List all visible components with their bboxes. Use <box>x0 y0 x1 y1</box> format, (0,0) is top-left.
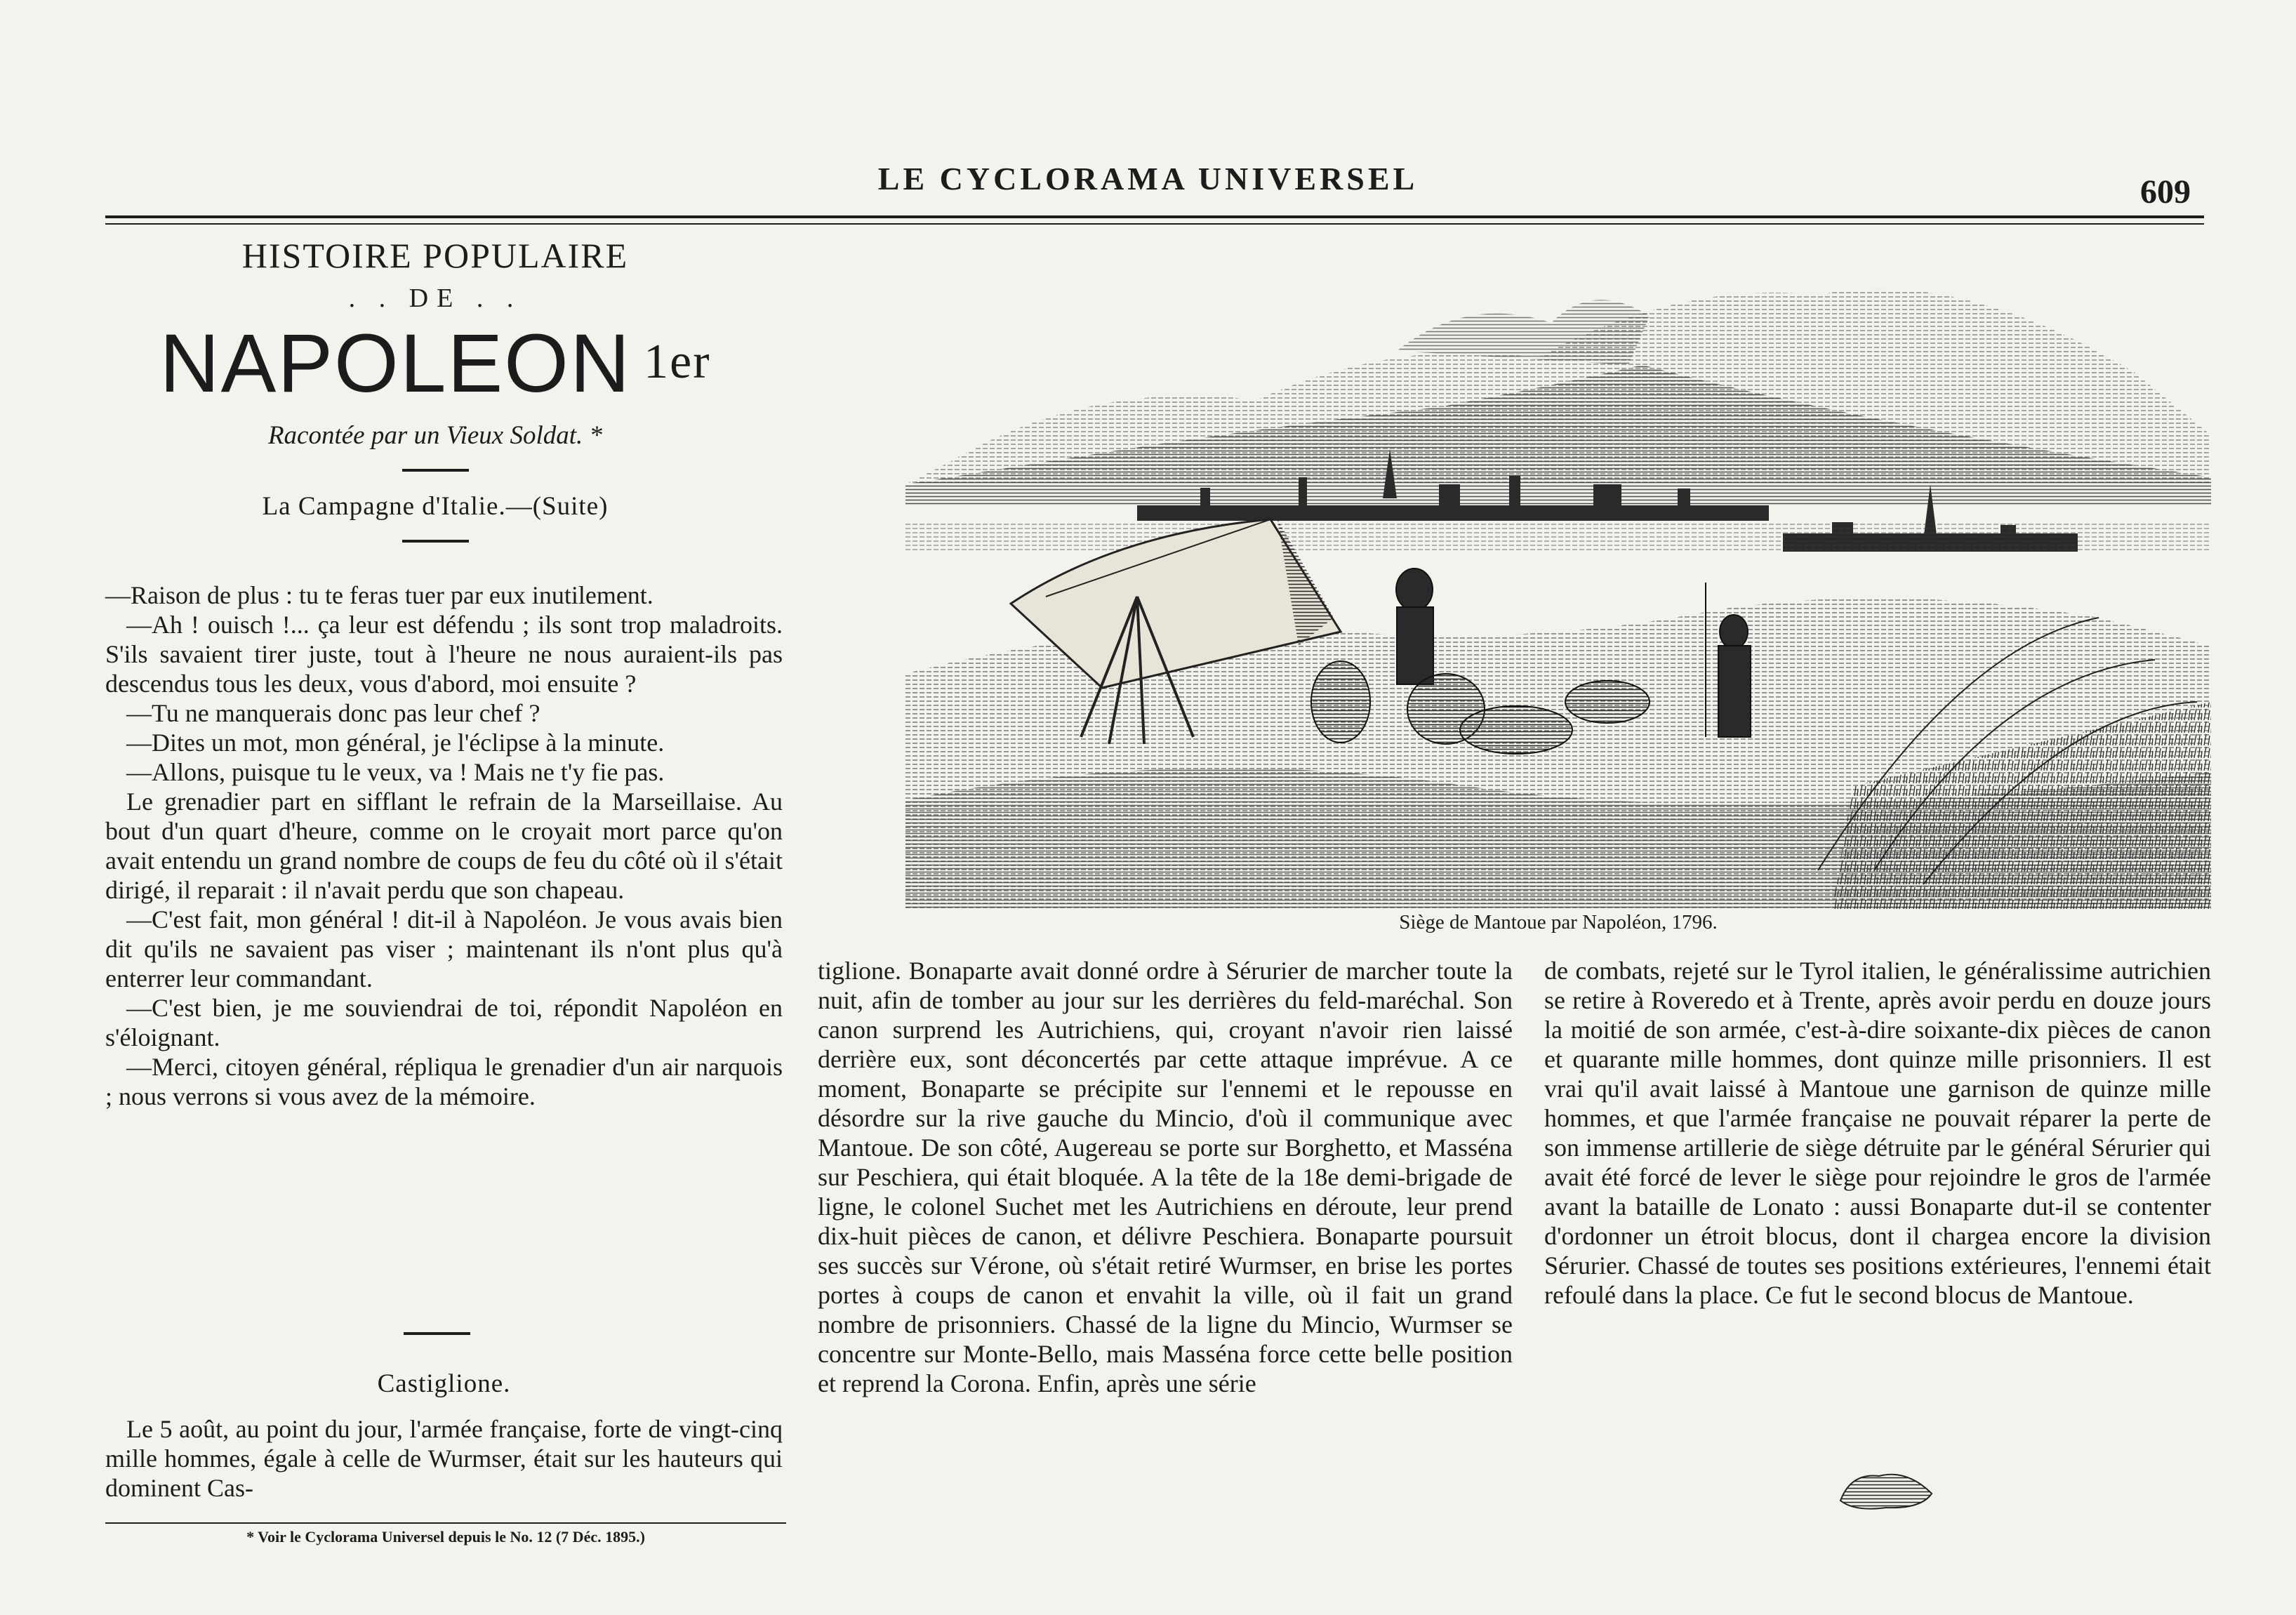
paragraph: —C'est fait, mon général ! dit-il à Napoléon. Je vous avais bien dit qu'ils ne savaient pas viser ; maintenant ils n'ont plus qu'à enterrer leur commandant. <box>105 905 783 992</box>
paragraph: —Raison de plus : tu te feras tuer par eux inutilement. <box>105 581 653 609</box>
castiglione-heading: Castiglione. <box>377 1369 511 1398</box>
paragraph: Le 5 août, au point du jour, l'armée française, forte de vingt-cinq mille hommes, égale à celle de Wurmser, était sur les hauteurs qui dominent Cas- <box>105 1415 783 1502</box>
paragraph: —Allons, puisque tu le veux, va ! Mais ne t'y fie pas. <box>126 758 665 786</box>
siege-illustration <box>905 253 2211 909</box>
page-number: 609 <box>2140 173 2191 211</box>
de-line: . . DE . . <box>348 284 522 313</box>
column-1-dialogue <box>105 580 783 1111</box>
paragraph: —Ah ! ouisch !... ça leur est défendu ; ils sont trop maladroits. S'ils savaient tirer juste, tout à l'heure ne nous auraient-ils pas descendus tous les deux, vous d'abord, moi ensuite ? <box>105 611 783 698</box>
column-3-text <box>1544 956 2211 1310</box>
title-rule <box>402 469 469 472</box>
paragraph: de combats, rejeté sur le Tyrol italien, le généralissime autrichien se retire à Roveredo et à Trente, après avoir perdu en douze jours la moitié de son armée, c'est-à-dire soixante-dix pièces de canon et quarante mille hommes, dont quinze mille prisonniers. Il est vrai qu'il avait laissé à Mantoue une garnison de quinze mille hommes, et que l'armée française ne pouvait réparer la perte de son immense artillerie de siège détruite par le général Sérurier qui avait été forcé de lever le siège pour rejoindre le gros de l'armée avant la bataille de Lonato : aussi Bonaparte dut-il se contenter d'ordonner un étroit blocus, dont il chargea encore la division Sérurier. Chassé de toutes ses positions extérieures, l'ennemi était refoulé dans la place. Ce fut le second blocus de Mantoue. <box>1544 957 2211 1309</box>
title-block <box>105 235 765 543</box>
illustration-caption: Siège de Mantoue par Napoléon, 1796. <box>1399 911 1718 933</box>
section-heading: La Campagne d'Italie.—(Suite) <box>262 491 609 521</box>
footnote-rule <box>105 1522 786 1524</box>
title-text: NAPOLEON <box>159 317 632 410</box>
paragraph: —Tu ne manquerais donc pas leur chef ? <box>126 699 540 727</box>
castiglione-rule <box>404 1332 470 1335</box>
header-rule <box>105 215 2204 218</box>
paragraph: —Merci, citoyen général, répliqua le grenadier d'un air narquois ; nous verrons si vous avez de la mémoire. <box>105 1053 783 1110</box>
column-1-castiglione <box>105 1414 783 1503</box>
header-rule-thin <box>105 223 2204 225</box>
paragraph: —C'est bien, je me souviendrai de toi, répondit Napoléon en s'éloignant. <box>105 994 783 1051</box>
running-head: LE CYCLORAMA UNIVERSEL <box>877 161 1419 197</box>
paragraph: —Dites un mot, mon général, je l'éclipse à la minute. <box>126 729 665 757</box>
title-ordinal: 1er <box>644 335 711 389</box>
paragraph: Le grenadier part en sifflant le refrain de la Marseillaise. Au bout d'un quart d'heure, comme on le croyait mort parce qu'on avait entendu un grand nombre de coups de feu du côté où il s'était dirigé, il reparait : il n'avait perdu que son chapeau. <box>105 787 783 904</box>
ornament-icon <box>1837 1466 1935 1515</box>
paragraph: tiglione. Bonaparte avait donné ordre à Sérurier de marcher toute la nuit, afin de tomber au jour sur les derrières du feld-maréchal. Son canon surprend les Autrichiens, qui, croyant n'avoir rien laissé derrière eux, sont déconcertés par cette attaque imprévue. A ce moment, Bonaparte se précipite sur l'ennemi et le repousse en désordre sur la rive gauche du Mincio, d'où il communique avec Mantoue. De son côté, Augereau se porte sur Borghetto, et Masséna sur Peschiera, qui était bloquée. A la tête de la 18e demi-brigade de ligne, le colonel Suchet met les Autrichiens en déroute, leur prend dix-huit pièces de canon, et délivre Peschiera. Bonaparte poursuit ses succès sur Vérone, où s'était retiré Wurmser, en brise les portes portes à coups de canon et envahit la ville, où il fait un grand nombre de prisonniers. Chassé de la ligne du Mincio, Wurmser se concentre sur Monte-Bello, mais Masséna force cette belle position et reprend la Corona. Enfin, après une série <box>818 957 1513 1397</box>
kicker: HISTOIRE POPULAIRE <box>241 236 629 275</box>
column-2-text <box>818 956 1513 1398</box>
section-rule <box>402 540 469 543</box>
footnote: * Voir le Cyclorama Universel depuis le No. 12 (7 Déc. 1895.) <box>246 1528 645 1546</box>
main-title <box>105 317 765 410</box>
subtitle: Racontée par un Vieux Soldat. * <box>267 420 603 450</box>
